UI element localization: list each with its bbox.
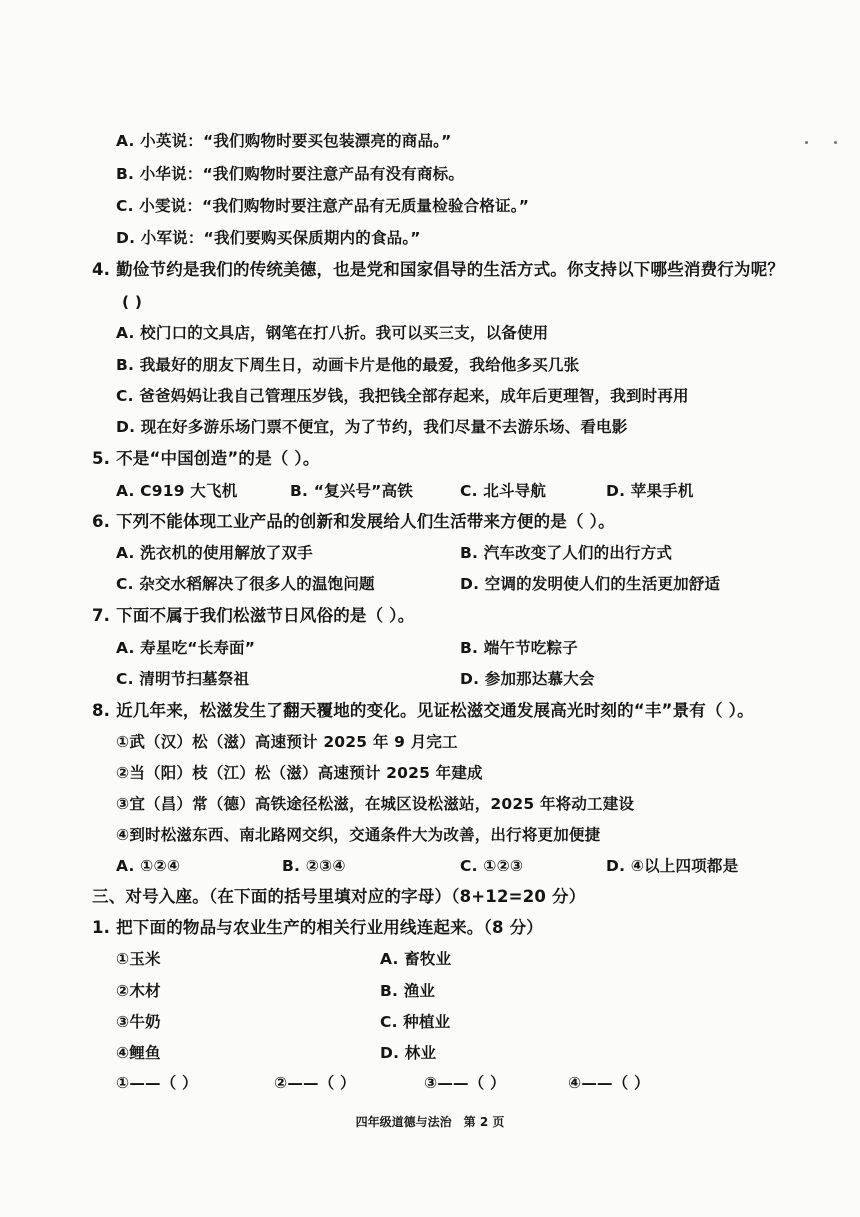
q5-option-c: C. 北斗导航 <box>460 482 547 500</box>
q3-option-b: B. 小华说：“我们购物时要注意产品有没有商标。 <box>116 165 465 183</box>
q7-option-b: B. 端午节吃粽子 <box>460 639 578 657</box>
q8-option-a: A. ①②④ <box>116 857 181 875</box>
q5-option-b: B. “复兴号”高铁 <box>290 482 413 500</box>
scan-speck <box>834 141 837 144</box>
q8-option-c: C. ①②③ <box>460 857 524 875</box>
q8-item-1: ①武（汉）松（滋）高速预计 2025 年 9 月完工 <box>116 733 458 751</box>
q8-option-b: B. ②③④ <box>282 857 346 875</box>
answer-blank-2[interactable]: ②——（ ） <box>274 1074 356 1092</box>
item-milk: ③牛奶 <box>116 1013 161 1031</box>
item-corn: ①玉米 <box>116 950 161 968</box>
answer-blank-4[interactable]: ④——（ ） <box>568 1074 650 1092</box>
q6-option-a: A. 洗衣机的使用解放了双手 <box>116 544 313 562</box>
q4-option-a: A. 校门口的文具店，钢笔在打八折。我可以买三支，以备使用 <box>116 324 549 342</box>
q7-option-a: A. 寿星吃“长寿面” <box>116 639 256 657</box>
q3-option-d: D. 小军说：“我们要购买保质期内的食品。” <box>116 229 421 247</box>
item-wood: ②木材 <box>116 982 161 1000</box>
section-3-title: 三、对号入座。（在下面的括号里填对应的字母）（8+12=20 分） <box>92 887 586 906</box>
q7-stem: 7. 下面不属于我们松滋节日风俗的是（ ）。 <box>92 606 415 625</box>
q3-option-c: C. 小雯说：“我们购物时要注意产品有无质量检验合格证。” <box>116 197 530 215</box>
q5-stem: 5. 不是“中国创造”的是（ ）。 <box>92 449 320 468</box>
q5-option-d: D. 苹果手机 <box>606 482 694 500</box>
q8-option-d: D. ④以上四项都是 <box>606 857 739 875</box>
q7-option-c: C. 清明节扫墓祭祖 <box>116 670 250 688</box>
q4-option-b: B. 我最好的朋友下周生日，动画卡片是他的最爱，我给他多买几张 <box>116 356 580 374</box>
scan-speck <box>805 141 808 144</box>
q6-option-d: D. 空调的发明使人们的生活更加舒适 <box>460 575 721 593</box>
industry-b: B. 渔业 <box>380 982 436 1000</box>
q6-option-b: B. 汽车改变了人们的出行方式 <box>460 544 673 562</box>
item-carp: ④鲤鱼 <box>116 1044 161 1062</box>
q6-option-c: C. 杂交水稻解决了很多人的温饱问题 <box>116 575 375 593</box>
page-footer: 四年级道德与法治 第 2 页 <box>355 1115 505 1129</box>
answer-blank-1[interactable]: ①——（ ） <box>116 1074 198 1092</box>
q4-option-d: D. 现在好多游乐场门票不便宜，为了节约，我们尽量不去游乐场、看电影 <box>116 418 628 436</box>
q5-option-a: A. C919 大飞机 <box>116 482 238 500</box>
section-3-q1-stem: 1. 把下面的物品与农业生产的相关行业用线连起来。（8 分） <box>92 918 543 937</box>
q4-blank: ( ) <box>122 293 143 311</box>
industry-d: D. 林业 <box>380 1044 437 1062</box>
q8-item-4: ④到时松滋东西、南北路网交织，交通条件大为改善，出行将更加便捷 <box>116 826 601 844</box>
q8-item-3: ③宜（昌）常（德）高铁途径松滋，在城区设松滋站，2025 年将动工建设 <box>116 795 635 813</box>
q8-stem: 8. 近几年来，松滋发生了翻天覆地的变化。见证松滋交通发展高光时刻的“丰”景有（ ）。 <box>92 701 754 720</box>
industry-a: A. 畜牧业 <box>380 950 452 968</box>
q4-option-c: C. 爸爸妈妈让我自己管理压岁钱，我把钱全部存起来，成年后更理智，我到时再用 <box>116 387 689 405</box>
industry-c: C. 种植业 <box>380 1013 451 1031</box>
q6-stem: 6. 下列不能体现工业产品的创新和发展给人们生活带来方便的是（ ）。 <box>92 512 615 531</box>
q8-item-2: ②当（阳）枝（江）松（滋）高速预计 2025 年建成 <box>116 764 483 782</box>
answer-blank-3[interactable]: ③——（ ） <box>424 1074 506 1092</box>
q3-option-a: A. 小英说：“我们购物时要买包装漂亮的商品。” <box>116 132 452 150</box>
q7-option-d: D. 参加那达慕大会 <box>460 670 595 688</box>
q4-stem: 4. 勤俭节约是我们的传统美德，也是党和国家倡导的生活方式。你支持以下哪些消费行为呢？ <box>92 260 785 279</box>
